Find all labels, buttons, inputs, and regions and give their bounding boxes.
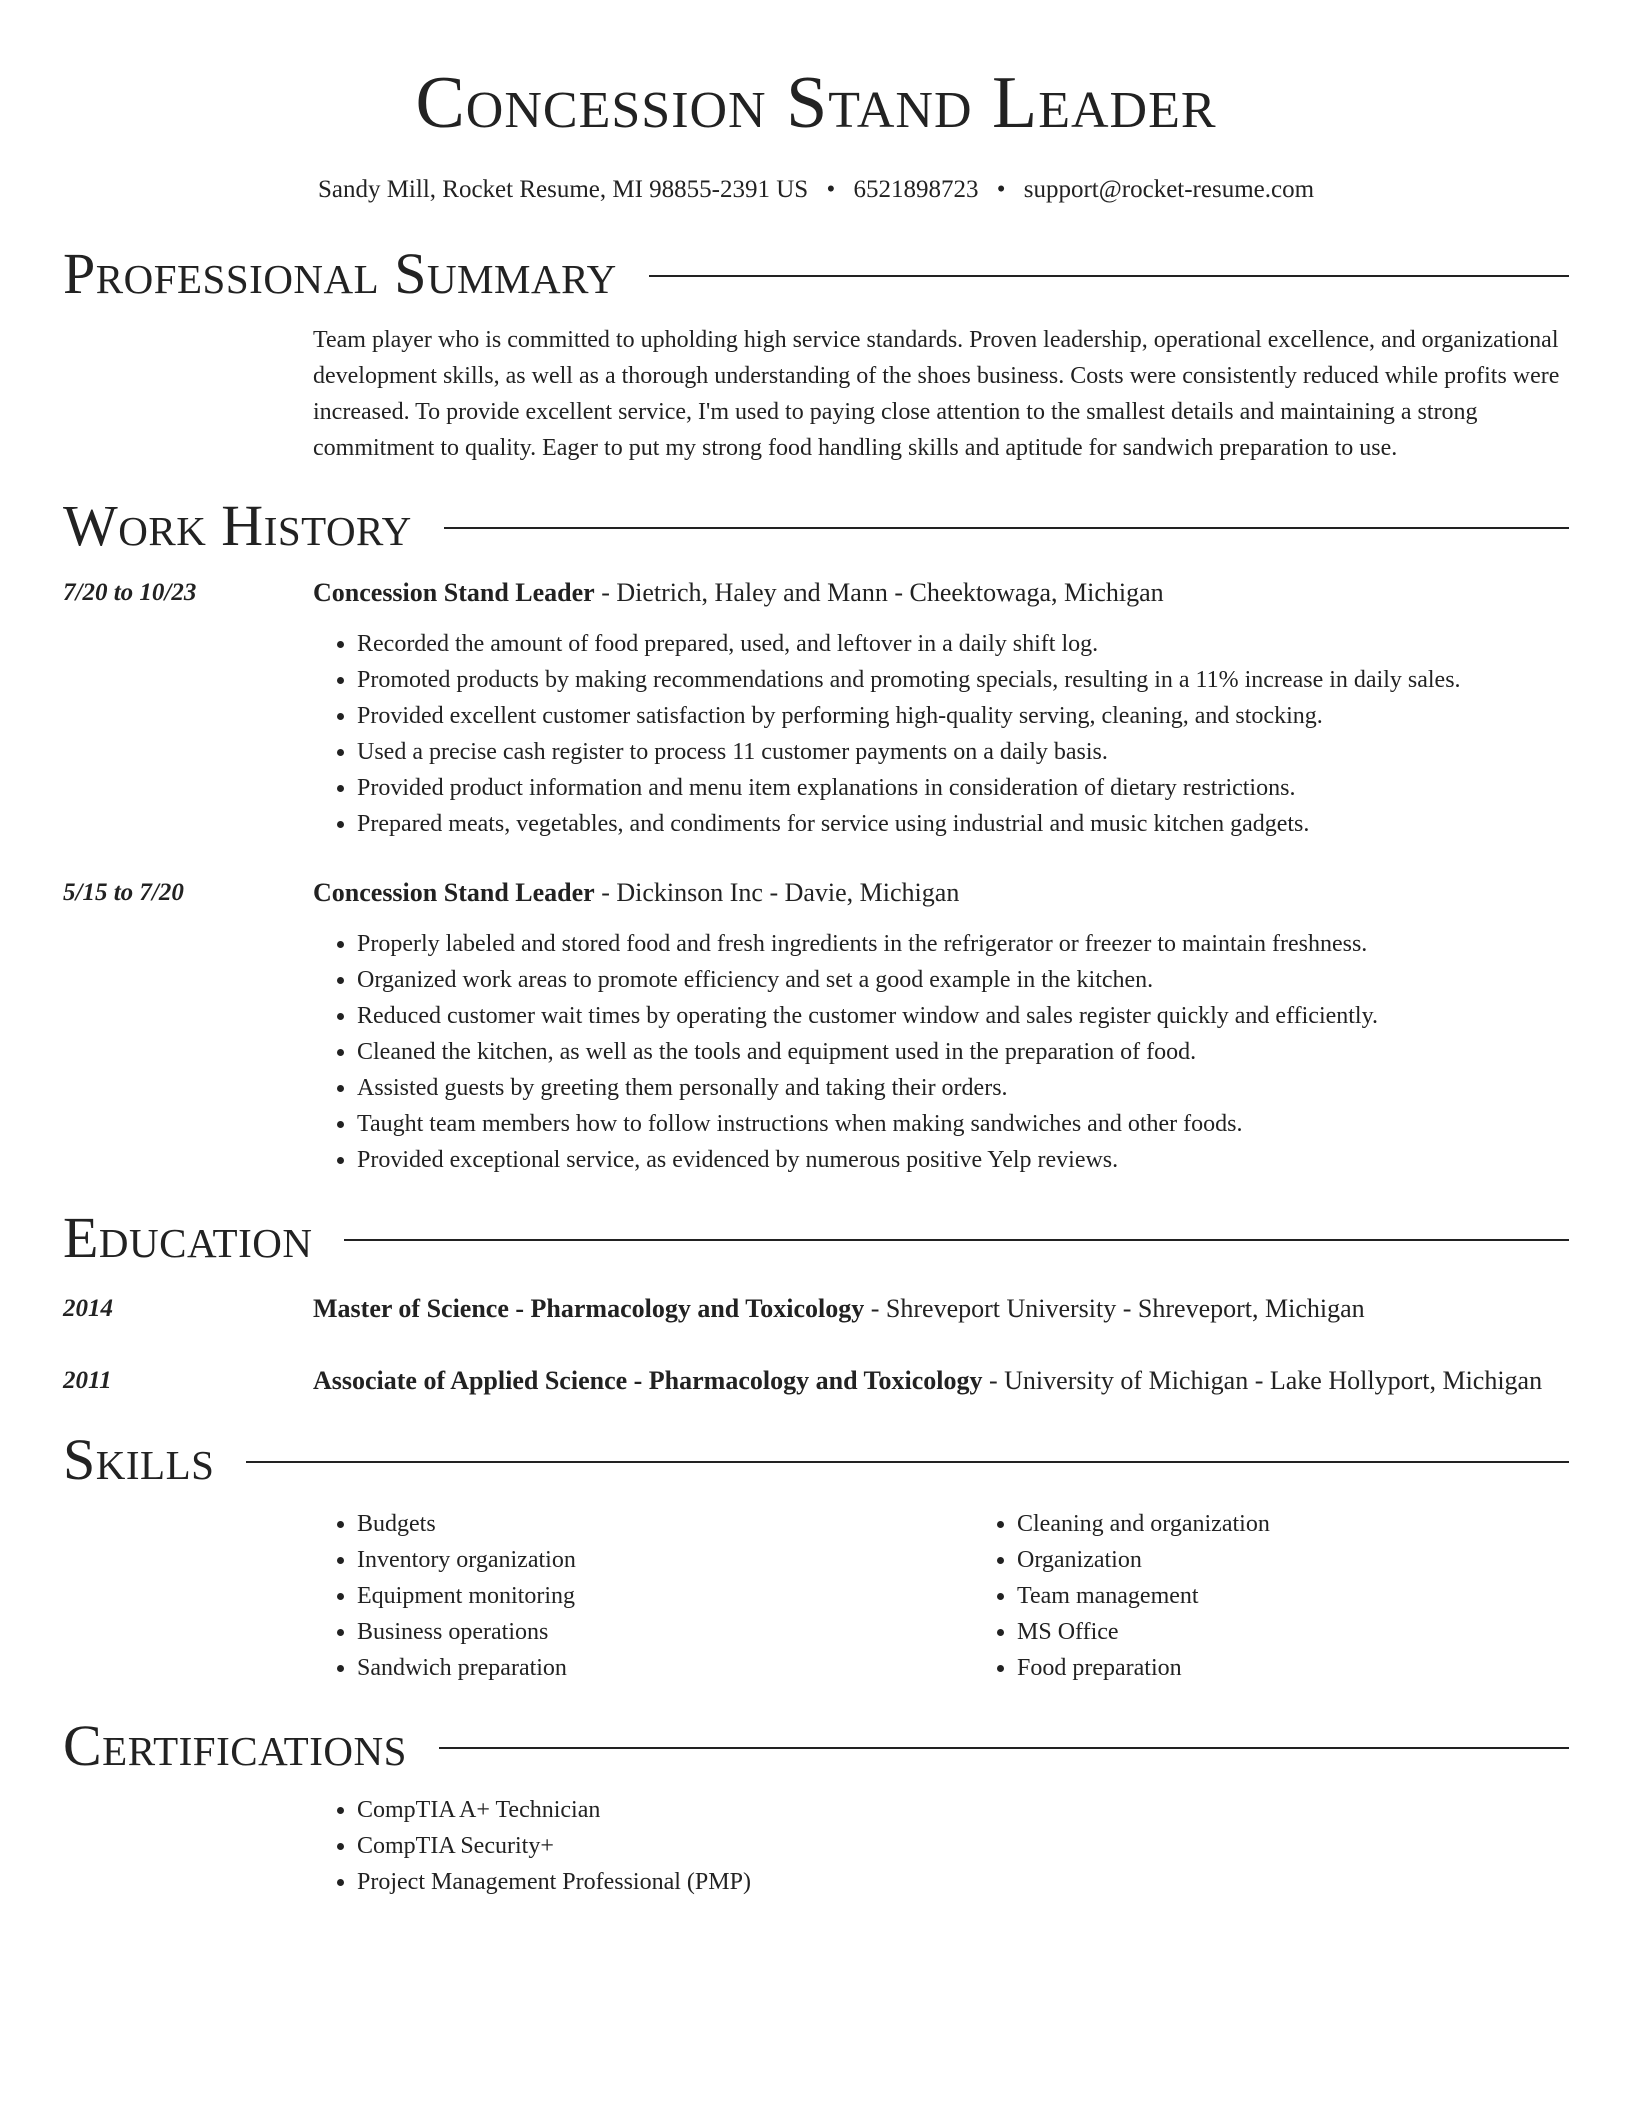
- certifications-list: [313, 1792, 1569, 1900]
- job-title: Concession Stand Leader: [313, 578, 595, 607]
- list-item: • Business operations: [357, 1614, 973, 1650]
- list-item: • Sandwich preparation: [357, 1650, 973, 1686]
- job-entry: [63, 874, 1569, 1178]
- list-item: • Project Management Professional (PMP): [357, 1864, 1569, 1900]
- list-item: • Cleaned the kitchen, as well as the tools and equipment used in the preparation of food.: [357, 1034, 1569, 1070]
- skills-section-header: [63, 1426, 1569, 1494]
- list-item: • Provided excellent customer satisfaction by performing high-quality serving, cleaning, and stocking.: [357, 698, 1569, 734]
- contact-separator: •: [826, 176, 836, 203]
- section-divider: [246, 1461, 1569, 1463]
- skills-row: [63, 1494, 1569, 1686]
- summary-section-header: [63, 240, 1569, 308]
- list-item: • Organization: [1017, 1542, 1632, 1578]
- education-degree: Associate of Applied Science - Pharmacology and Toxicology: [313, 1366, 983, 1395]
- education-line: [313, 1362, 1569, 1400]
- education-details: - University of Michigan - Lake Hollyport, Michigan: [982, 1366, 1543, 1395]
- education-line: [313, 1290, 1569, 1328]
- job-dates: 7/20 to 10/23: [63, 579, 197, 606]
- job-bullets: [313, 626, 1569, 842]
- list-item: • Promoted products by making recommendations and promoting specials, resulting in a 11% increase in daily sales.: [357, 662, 1569, 698]
- job-details: - Dietrich, Haley and Mann - Cheektowaga, Michigan: [594, 578, 1164, 607]
- list-item: • Cleaning and organization: [1017, 1506, 1632, 1542]
- list-item: • CompTIA A+ Technician: [357, 1792, 1569, 1828]
- job-bullets: [313, 926, 1569, 1178]
- list-item: • Prepared meats, vegetables, and condiments for service using industrial and music kitchen gadgets.: [357, 806, 1569, 842]
- education-heading: Education: [63, 1205, 313, 1270]
- education-year: 2014: [63, 1295, 113, 1322]
- list-item: • Used a precise cash register to process 11 customer payments on a daily basis.: [357, 734, 1569, 770]
- summary-row: [63, 308, 1569, 466]
- education-section-header: [63, 1204, 1569, 1272]
- education-entry: [63, 1290, 1569, 1328]
- contact-line: [63, 174, 1569, 206]
- job-details: - Dickinson Inc - Davie, Michigan: [594, 878, 960, 907]
- list-item: • Budgets: [357, 1506, 973, 1542]
- education-year: 2011: [63, 1367, 112, 1394]
- list-item: • Equipment monitoring: [357, 1578, 973, 1614]
- list-item: • Recorded the amount of food prepared, used, and leftover in a daily shift log.: [357, 626, 1569, 662]
- list-item: • Assisted guests by greeting them personally and taking their orders.: [357, 1070, 1569, 1106]
- job-title: Concession Stand Leader: [313, 878, 595, 907]
- section-divider: [439, 1747, 1569, 1749]
- list-item: • Inventory organization: [357, 1542, 973, 1578]
- list-item: • Provided exceptional service, as evidenced by numerous positive Yelp reviews.: [357, 1142, 1569, 1178]
- certifications-section-header: [63, 1712, 1569, 1780]
- education-degree: Master of Science - Pharmacology and Toxicology: [313, 1294, 865, 1323]
- job-dates: 5/15 to 7/20: [63, 879, 184, 906]
- list-item: • Reduced customer wait times by operating the customer window and sales register quickly and efficiently.: [357, 998, 1569, 1034]
- section-divider: [444, 527, 1569, 529]
- list-item: • Team management: [1017, 1578, 1632, 1614]
- list-item: • CompTIA Security+: [357, 1828, 1569, 1864]
- list-item: • MS Office: [1017, 1614, 1632, 1650]
- list-item: • Taught team members how to follow instructions when making sandwiches and other foods.: [357, 1106, 1569, 1142]
- skills-list-left: [313, 1506, 973, 1686]
- list-item: • Provided product information and menu item explanations in consideration of dietary restrictions.: [357, 770, 1569, 806]
- summary-text: Team player who is committed to upholding high service standards. Proven leadership, operational excellence, and organizational development skills, as well as a thorough understanding of the shoes business. Costs were consistently reduced while profits were increased. To provide excellent service, I'm used to paying close attention to the smallest details and maintaining a strong commitment to quality. Eager to put my strong food handling skills and aptitude for sandwich preparation to use.: [313, 327, 1560, 461]
- skills-grid: [313, 1494, 1632, 1686]
- job-title-line: [313, 874, 1569, 912]
- skills-heading: Skills: [63, 1427, 215, 1492]
- contact-separator: •: [996, 176, 1006, 203]
- summary-heading: Professional Summary: [63, 241, 617, 306]
- skills-list-right: [973, 1506, 1632, 1686]
- job-title-line: [313, 574, 1569, 612]
- job-entry: [63, 574, 1569, 842]
- list-item: • Food preparation: [1017, 1650, 1632, 1686]
- certifications-heading: Certifications: [63, 1713, 407, 1778]
- certifications-row: [63, 1780, 1569, 1900]
- contact-email: support@rocket-resume.com: [1023, 176, 1315, 203]
- work-section-header: [63, 492, 1569, 560]
- section-divider: [344, 1239, 1569, 1241]
- work-heading: Work History: [63, 493, 412, 558]
- education-entry: [63, 1362, 1569, 1400]
- education-details: - Shreveport University - Shreveport, Michigan: [864, 1294, 1365, 1323]
- contact-phone: 6521898723: [853, 176, 979, 203]
- list-item: • Properly labeled and stored food and fresh ingredients in the refrigerator or freezer to maintain freshness.: [357, 926, 1569, 962]
- list-item: • Organized work areas to promote efficiency and set a good example in the kitchen.: [357, 962, 1569, 998]
- contact-address: Sandy Mill, Rocket Resume, MI 98855-2391 US: [317, 176, 809, 203]
- section-divider: [649, 275, 1569, 277]
- resume-title: Concession Stand Leader: [415, 62, 1217, 144]
